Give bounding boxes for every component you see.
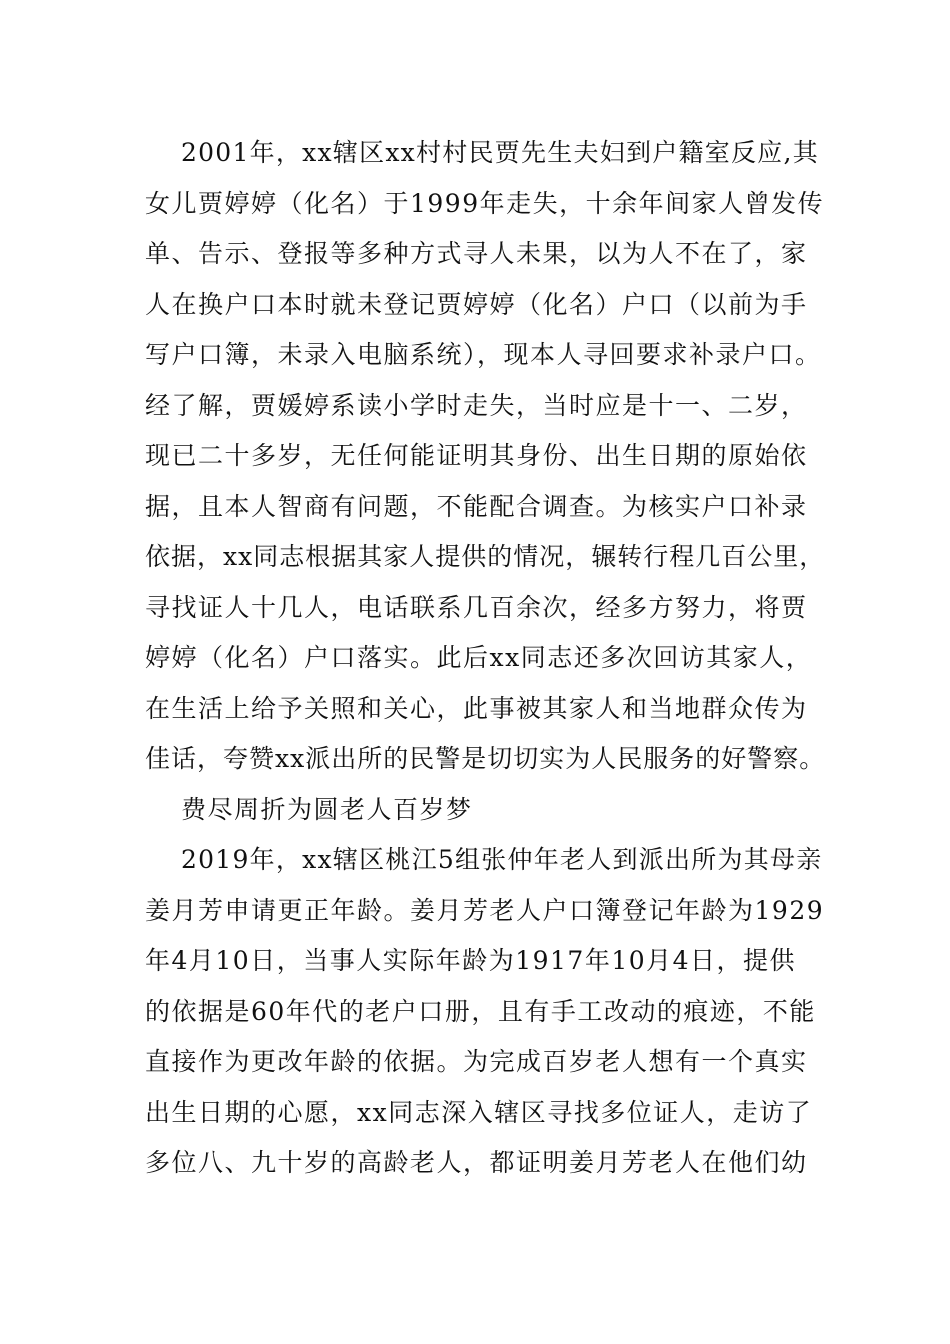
text-line: 多位八、九十岁的高龄老人，都证明姜月芳老人在他们幼 xyxy=(145,1148,808,1177)
text-line: 据，且本人智商有问题，不能配合调查。为核实户口补录 xyxy=(145,491,808,521)
text-line: 2019年，xx辖区桃江5组张仲年老人到派出所为其母亲 xyxy=(181,845,823,874)
text-line: 在生活上给予关照和关心，此事被其家人和当地群众传为 xyxy=(145,693,808,723)
text-line: 姜月芳申请更正年龄。姜月芳老人户口簿登记年龄为1929 xyxy=(145,895,825,925)
text-line: 婷婷（化名）户口落实。此后xx同志还多次回访其家人， xyxy=(145,643,813,672)
text-line: 人在换户口本时就未登记贾婷婷（化名）户口（以前为手 xyxy=(145,289,808,319)
text-line: 直接作为更改年龄的依据。为完成百岁老人想有一个真实 xyxy=(145,1047,808,1076)
paragraph-1 xyxy=(145,128,825,785)
paragraph-2 xyxy=(145,835,825,1189)
text-line: 单、告示、登报等多种方式寻人未果，以为人不在了，家 xyxy=(145,239,808,268)
text-line: 的依据是60年代的老户口册，且有手工改动的痕迹，不能 xyxy=(145,996,816,1026)
text-line: 现已二十多岁，无任何能证明其身份、出生日期的原始依 xyxy=(145,441,808,470)
text-line: 女儿贾婷婷（化名）于1999年走失，十余年间家人曾发传 xyxy=(145,188,825,218)
text-line: 年4月10日，当事人实际年龄为1917年10月4日，提供 xyxy=(145,946,797,975)
text-line: 经了解，贾媛婷系读小学时走失，当时应是十一、二岁， xyxy=(145,390,808,420)
document-body xyxy=(145,128,825,1189)
text-line: 佳话，夸赞xx派出所的民警是切切实为人民服务的好警察。 xyxy=(145,744,826,773)
text-line: 依据，xx同志根据其家人提供的情况，辗转行程几百公里， xyxy=(145,542,826,571)
text-line: 2001年，xx辖区xx村村民贾先生夫妇到户籍室反应,其 xyxy=(181,138,819,167)
text-line: 出生日期的心愿，xx同志深入辖区寻找多位证人，走访了 xyxy=(145,1097,813,1127)
text-line: 寻找证人十几人，电话联系几百余次，经多方努力，将贾 xyxy=(145,592,808,622)
text-line: 写户口簿，未录入电脑系统），现本人寻回要求补录户口。 xyxy=(145,340,822,369)
section-heading: 费尽周折为圆老人百岁梦 xyxy=(181,794,473,824)
